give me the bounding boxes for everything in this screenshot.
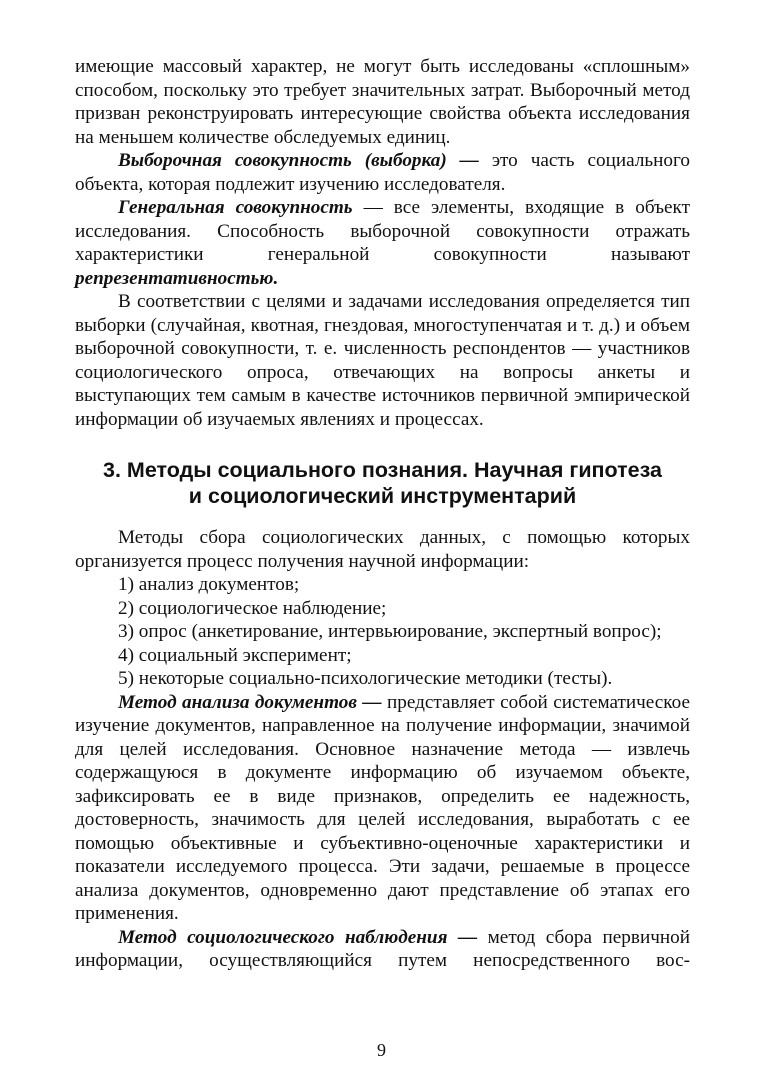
methods-list xyxy=(75,573,690,691)
list-item: 4) социальный эксперимент; xyxy=(118,644,352,666)
section-heading-line-2: и социологический инструментарий xyxy=(188,484,577,508)
page-body xyxy=(75,55,690,973)
paragraph-sample-text: это часть социального объекта, которая подлежит изучению исследователя. xyxy=(75,150,690,195)
paragraph-document-analysis-text: представляет собой систематическое изучение документов, направленное на получение информации, значимой для целей исследования. Основное назначение метода — извлечь содержащуюся в документе информацию об изучаемом объекте, зафиксировать ее в виде признаков, определить ее надежность, достоверность, значимость для целей исследования, выработать с ее помощью объективные и субъективно-оценочные характеристики и показатели исследуемого процесса. Эти задачи, решаемые в процессе анализа документов, одновременно дают представление об этапах его применения. xyxy=(75,691,690,924)
term-representativeness: репрезентативностью. xyxy=(75,267,279,289)
page-number: 9 xyxy=(377,1040,386,1060)
paragraph-sample-definition xyxy=(75,149,690,196)
list-item: 5) некоторые социально-психологические методики (тесты). xyxy=(118,668,613,689)
list-item: 2) социологическое наблюдение; xyxy=(118,597,387,619)
paragraph-population-definition xyxy=(75,196,690,290)
paragraph-methods-intro: Методы сбора социологических данных, с помощью которых организуется процесс получения научной информации: xyxy=(75,527,690,572)
term-sample: Выборочная совокупность (выборка) — xyxy=(118,150,479,171)
section-heading-line-1: 3. Методы социального познания. Научная гипотеза xyxy=(103,458,662,482)
section-heading xyxy=(75,457,690,509)
list-item: 3) опрос (анкетирование, интервьюирование, экспертный вопрос); xyxy=(118,621,662,642)
paragraph-document-analysis xyxy=(75,691,690,926)
paragraph-observation-text: метод сбора первичной информации, осуществляющийся путем непосредственного вос- xyxy=(75,926,690,971)
paragraph-sampling-method: имеющие массовый характер, не могут быть исследованы «сплошным» способом, поскольку это требует значительных затрат. Выборочный метод призван реконструировать интересующие свойства объекта исследования на меньшем количестве обследуемых единиц. xyxy=(75,56,690,148)
paragraph-observation xyxy=(75,926,690,973)
term-document-analysis: Метод анализа документов — xyxy=(118,691,382,713)
term-observation: Метод социологического наблюдения — xyxy=(118,926,478,948)
paragraph-population-text: — все элементы, входящие в объект исследования. Способность выборочной совокупности отражать характеристики генеральной совокупности называют xyxy=(75,197,690,265)
term-general-population: Генеральная совокупность xyxy=(118,197,353,218)
paragraph-sample-type: В соответствии с целями и задачами исследования определяется тип выборки (случайная, квотная, гнездовая, многоступенчатая и т. д.) и объем выборочной совокупности, т. е. численность респондентов — участников социологического опроса, отвечающих на вопросы анкеты и выступающих тем самым в качестве источников первичной эмпирической информации об изучаемых явлениях и процессах. xyxy=(75,291,690,430)
list-item: 1) анализ документов; xyxy=(118,574,300,595)
